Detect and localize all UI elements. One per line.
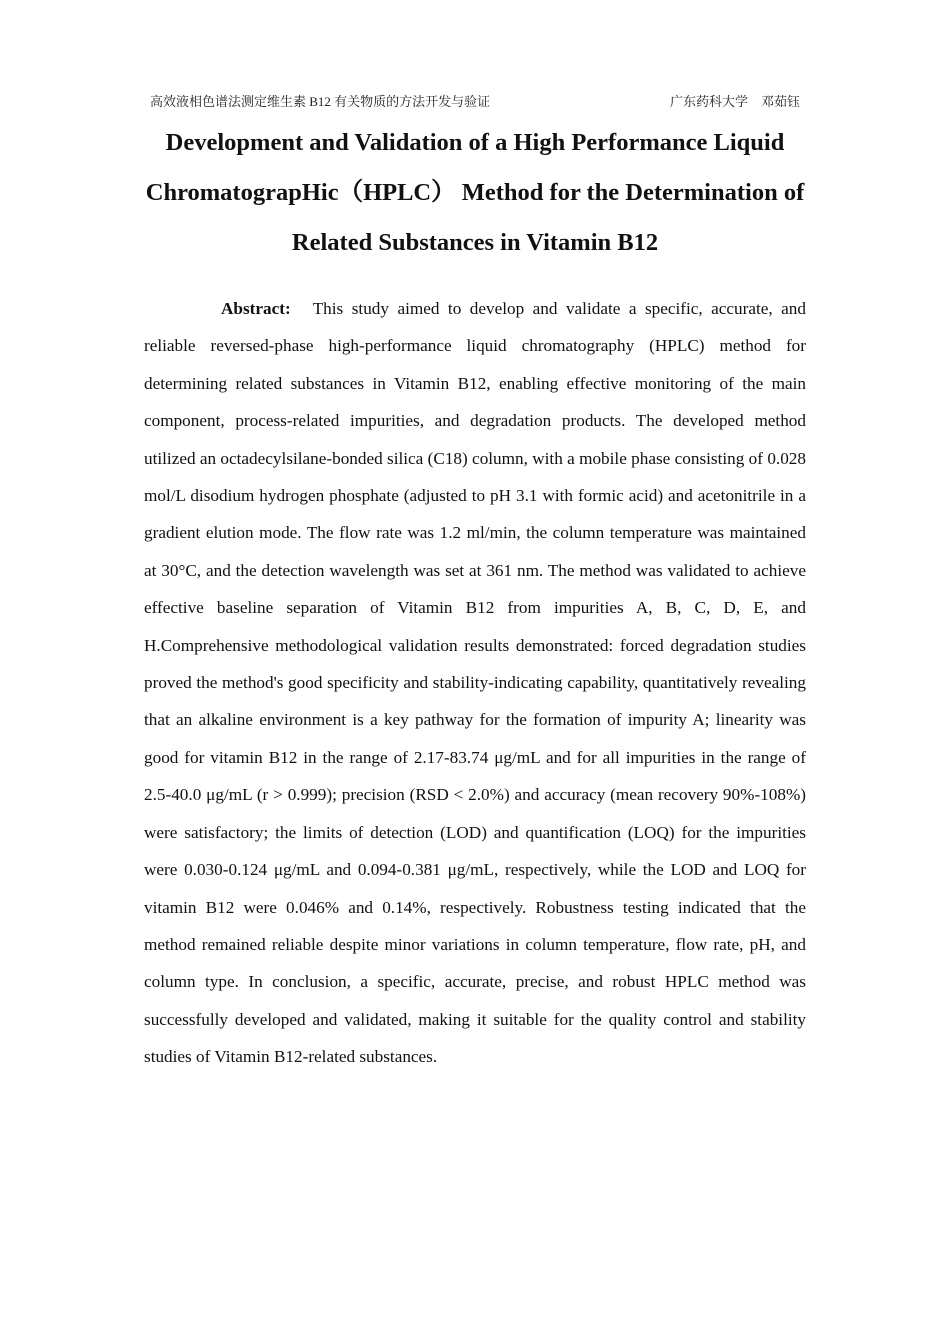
paper-title: Development and Validation of a High Performance Liquid ChromatograpHic（HPLC） Method for the Determination of Related Substances in Vitamin B12 — [145, 129, 805, 256]
running-header — [150, 92, 800, 112]
header-university-author: 广东药科大学 邓茹钰 — [669, 94, 800, 109]
abstract-text: This study aimed to develop and validate a specific, accurate, and reliable reversed-phase high-performance liquid chromatography (HPLC) method for determining related substances in Vitamin B12, enabling effective monitoring of the main component, process-related impurities, and degradation products. The developed method utilized an octadecylsilane-bonded silica (C18) column, with a mobile phase consisting of 0.028 mol/L disodium hydrogen phosphate (adjusted to pH 3.1 with formic acid) and acetonitrile in a gradient elution mode. The flow rate was 1.2 ml/min, the column temperature was maintained at 30°C, and the detection wavelength was set at 361 nm. The method was validated to achieve effective baseline separation of Vitamin B12 from impurities A, B, C, D, E, and H.Comprehensive methodological validation results demonstrated: forced degradation studies proved the method's good specificity and stability-indicating capability, quantitatively revealing that an alkaline environment is a key pathway for the formation of impurity A; linearity was good for vitamin B12 in the range of 2.17-83.74 μg/mL and for all impurities in the range of 2.5-40.0 μg/mL (r > 0.999); precision (RSD < 2.0%) and accuracy (mean recovery 90%-108%) were satisfactory; the limits of detection (LOD) and quantification (LOQ) for the impurities were 0.030-0.124 μg/mL and 0.094-0.381 μg/mL, respectively, while the LOD and LOQ for vitamin B12 were 0.046% and 0.14%, respectively. Robustness testing indicated that the method remained reliable despite minor variations in column temperature, flow rate, pH, and column type. In conclusion, a specific, accurate, precise, and robust HPLC method was successfully developed and validated, making it suitable for the quality control and stability studies of Vitamin B12-related substances. — [144, 299, 806, 1067]
abstract-label: Abstract: — [221, 299, 291, 318]
abstract-paragraph — [144, 290, 806, 1076]
header-thesis-title: 高效液相色谱法测定维生素 B12 有关物质的方法开发与验证 — [150, 94, 491, 109]
